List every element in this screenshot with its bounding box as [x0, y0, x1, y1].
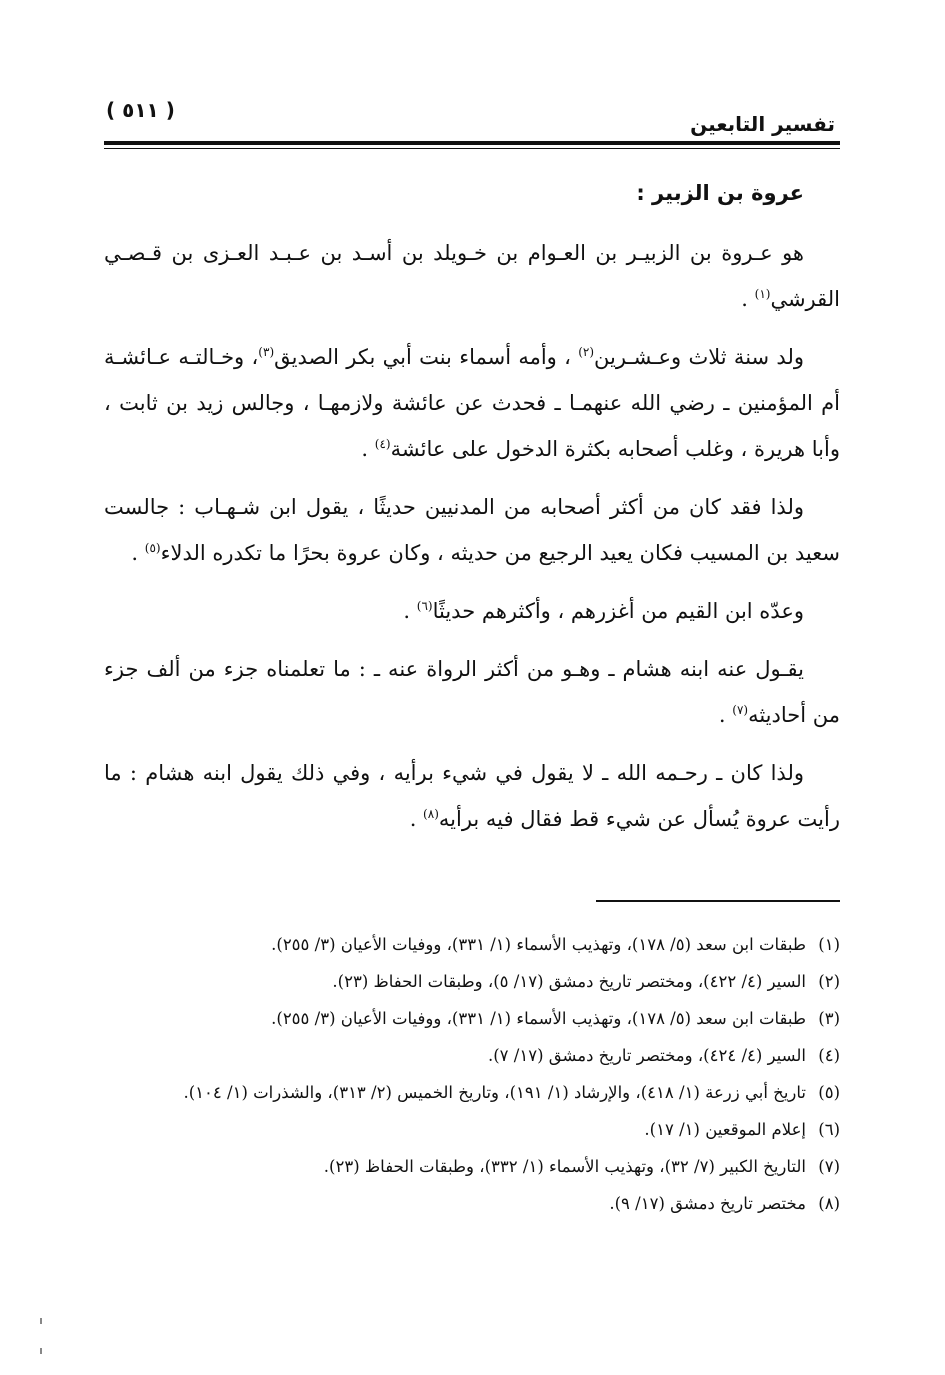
footnote-8 — [100, 1185, 840, 1222]
footnote-number: (٦) — [818, 1120, 840, 1139]
footnote-3 — [100, 1000, 840, 1037]
paragraph-text: ولذا كان ـ رحـمه الله ـ لا يقول في شيء برأيه ، وفي ذلك يقول ابنه هشام : ما رأيت عروة يُسأل عن شيء قط فقال فيه برأيه — [104, 761, 840, 831]
paragraph-6 — [104, 750, 840, 842]
footnote-5 — [100, 1074, 840, 1111]
footnote-text: التاريخ الكبير (٧/ ٣٢)، وتهذيب الأسماء (١/ ٣٣٢)، وطبقات الحفاظ (٢٣). — [323, 1157, 806, 1176]
paragraph-end: . — [741, 287, 755, 311]
footnote-separator — [596, 900, 840, 902]
footnote-7 — [100, 1148, 840, 1185]
footnote-4 — [100, 1037, 840, 1074]
paragraph-1 — [104, 230, 840, 322]
paragraph-end: . — [131, 541, 145, 565]
paragraph-end: . — [403, 599, 417, 623]
footnote-ref[interactable]: (٢) — [578, 345, 595, 359]
scan-speck — [40, 1318, 42, 1324]
paragraph-text: ، وخـالتـه عـائشـة أم المؤمنين ـ رضي الله عنهمـا ـ فحدث عن عائشة ولازمهـا ، وجالس زيد بن ثابت ، وأبا هريرة ، وغلب أصحابه بكثرة الدخول على عائشة — [104, 345, 840, 461]
footnote-text: تاريخ أبي زرعة (١/ ٤١٨)، والإرشاد (١/ ١٩١)، وتاريخ الخميس (٢/ ٣١٣)، والشذرات (١/ ١٠٤). — [183, 1083, 806, 1102]
scan-speck — [40, 1348, 42, 1354]
footnote-ref[interactable]: (٤) — [374, 437, 391, 451]
paragraph-text: وعدّه ابن القيم من أغزرهم ، وأكثرهم حديثًا — [432, 599, 804, 623]
paragraph-text: هو عـروة بن الزبيـر بن العـوام بن خـويلد بن أسـد بن عـبـد العـزى بن قـصـي القرشي — [104, 241, 840, 311]
paragraph-text: ولد سنة ثلاث وعـشـرين — [594, 345, 804, 369]
footnote-ref[interactable]: (٥) — [144, 541, 161, 555]
footnote-ref[interactable]: (٨) — [423, 807, 439, 821]
main-text — [104, 170, 840, 854]
footnote-number: (١) — [818, 935, 840, 954]
footnote-number: (٥) — [818, 1083, 840, 1102]
footnote-ref[interactable]: (٦) — [416, 599, 433, 613]
paragraph-text: يقـول عنه ابنه هشام ـ وهـو من أكثر الرواة عنه ـ : ما تعلمناه جزء من ألف جزء من أحاديثه — [104, 657, 840, 727]
footnote-text: طبقات ابن سعد (٥/ ١٧٨)، وتهذيب الأسماء (١/ ٣٣١)، ووفيات الأعيان (٣/ ٢٥٥). — [271, 935, 806, 954]
paragraph-end: . — [718, 703, 733, 727]
running-header-title: تفسير التابعين — [690, 112, 835, 136]
footnote-number: (٣) — [818, 1009, 840, 1028]
footnote-text: طبقات ابن سعد (٥/ ١٧٨)، وتهذيب الأسماء (١/ ٣٣١)، ووفيات الأعيان (٣/ ٢٥٥). — [271, 1009, 806, 1028]
paragraph-2 — [104, 334, 840, 472]
footnotes — [100, 926, 840, 1222]
footnote-6 — [100, 1111, 840, 1148]
paragraph-text: ولذا فقد كان من أكثر أصحابه من المدنيين حديثًا ، يقول ابن شـهـاب : جالست سعيد بن المسيب فكان يعيد الرجيع من حديثه ، وكان عروة بحرًا ما تكدره الدلاء — [104, 495, 840, 565]
footnote-text: مختصر تاريخ دمشق (١٧/ ٩). — [609, 1194, 806, 1213]
paragraph-end: . — [361, 437, 375, 461]
paragraph-end: . — [409, 807, 424, 831]
footnote-number: (٨) — [818, 1194, 840, 1213]
footnote-1 — [100, 926, 840, 963]
footnote-text: إعلام الموقعين (١/ ١٧). — [644, 1120, 806, 1139]
section-title: عروة بن الزبير : — [636, 181, 804, 205]
footnote-number: (٢) — [818, 972, 840, 991]
paragraph-5 — [104, 646, 840, 738]
footnote-ref[interactable]: (٧) — [732, 703, 749, 717]
paragraph-text: ، وأمه أسماء بنت أبي بكر الصديق — [274, 345, 579, 369]
footnote-2 — [100, 963, 840, 1000]
footnote-ref[interactable]: (٣) — [258, 345, 275, 359]
footnote-number: (٤) — [818, 1046, 840, 1065]
paragraph-4 — [104, 588, 840, 634]
footnote-ref[interactable]: (١) — [754, 287, 771, 301]
footnote-text: السير (٤/ ٤٢٤)، ومختصر تاريخ دمشق (١٧/ ٧). — [487, 1046, 806, 1065]
header-rule-thin — [104, 148, 840, 149]
footnote-text: السير (٤/ ٤٢٢)، ومختصر تاريخ دمشق (١٧/ ٥)، وطبقات الحفاظ (٢٣). — [332, 972, 806, 991]
page-number: ( ٥١١ ) — [106, 98, 175, 122]
paragraph-3 — [104, 484, 840, 576]
header-rule — [104, 141, 840, 145]
footnote-number: (٧) — [818, 1157, 840, 1176]
